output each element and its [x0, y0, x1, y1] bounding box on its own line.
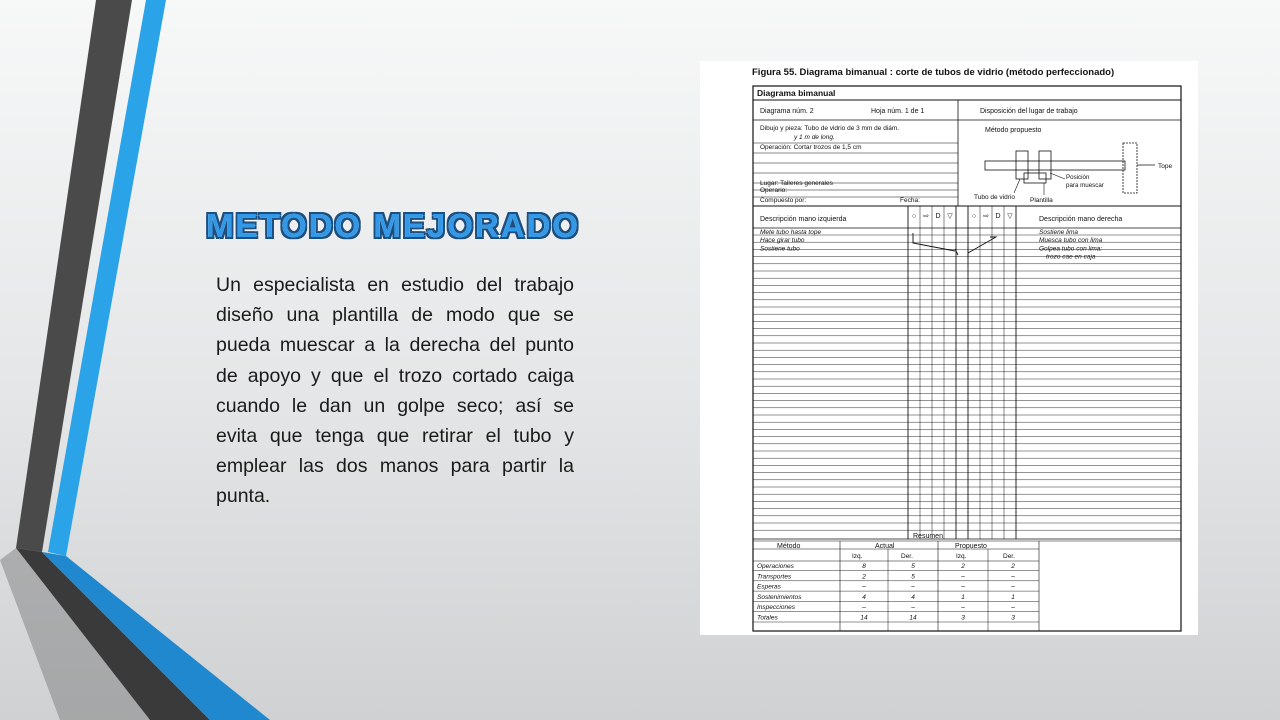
summary-cell: 2 [1011, 563, 1015, 570]
summary-cell: – [961, 583, 965, 591]
summary-cell: – [1011, 583, 1015, 591]
figure-caption: Figura 55. Diagrama bimanual : corte de tubos de vidrio (método perfeccionado) [752, 67, 1115, 78]
left-hand-step: Mete tubo hasta tope [760, 229, 822, 236]
symbol-header: ○ [911, 213, 917, 220]
summary-header-actual-der: Der. [901, 553, 913, 560]
summary-row-label: Operaciones [757, 563, 794, 570]
summary-cell: – [961, 604, 965, 612]
summary-cell: 4 [862, 593, 866, 601]
summary-cell: – [862, 604, 866, 612]
hoja-num: Hoja núm. 1 de 1 [871, 108, 925, 115]
summary-cell: – [911, 604, 915, 612]
right-hand-step: Golpea tubo con lima: [1039, 245, 1103, 253]
figure-document [700, 61, 1198, 635]
slide-paragraph: Un especialista en estudio del trabajo diseño una plantilla de modo que se pueda muescar a la derecha del punto de apoyo y que el trozo cortado caiga cuando le dan un golpe seco; así se evita que tenga que retirar el tubo y emplear las dos manos para partir la punta. [216, 274, 574, 508]
summary-cell: – [961, 573, 965, 581]
symbol-header: ⇨ [983, 213, 989, 220]
right-hand-step: Sostiene lima [1039, 229, 1079, 236]
slide-title: METODO MEJORADO [206, 207, 581, 244]
summary-header-actual-izq: Izq. [852, 553, 863, 560]
desc-izq-header: Descripción mano izquierda [760, 216, 847, 223]
lugar-line: Lugar: Talleres generales [760, 180, 833, 187]
posicion-label-2: para muescar [1066, 182, 1104, 189]
summary-cell: 1 [1011, 593, 1015, 601]
summary-header-propuesto: Propuesto [955, 543, 987, 550]
summary-cell: – [1011, 604, 1015, 612]
summary-header-prop-der: Der. [1003, 553, 1015, 560]
summary-header-actual: Actual [875, 543, 895, 550]
summary-cell: 5 [911, 563, 915, 570]
symbol-header: ○ [971, 213, 977, 220]
symbol-header: ▽ [1007, 213, 1013, 220]
left-hand-step: Sostiene tubo [760, 245, 800, 253]
summary-cell: 4 [911, 593, 915, 601]
bimanual-form [700, 61, 1198, 635]
symbol-headers [912, 213, 1013, 220]
disposicion-label: Disposición del lugar de trabajo [980, 108, 1078, 115]
chart-rows [753, 235, 1181, 530]
dibujo-line1: Dibujo y pieza: Tubo de vidrio de 3 mm de diám. [760, 125, 900, 132]
fecha-line: Fecha: [900, 197, 920, 204]
symbol-header: ▽ [947, 213, 953, 220]
summary-cell: – [862, 583, 866, 591]
summary-cell: 14 [860, 614, 868, 622]
left-hand-entries [760, 229, 821, 252]
summary-header-prop-izq: Izq. [956, 553, 967, 560]
form-title: Diagrama bimanual [757, 88, 836, 98]
summary-table [753, 533, 1181, 631]
summary-row-label: Sostenimientos [757, 593, 802, 601]
right-hand-entries [1039, 229, 1103, 261]
summary-cell: 5 [911, 573, 915, 581]
posicion-label-1: Posición [1066, 174, 1090, 181]
symbol-header: D [995, 213, 1001, 220]
summary-cell: 2 [961, 563, 965, 570]
symbol-header: D [935, 213, 941, 220]
summary-cell: 1 [961, 593, 965, 601]
summary-cell: – [911, 583, 915, 591]
right-hand-step: Muesca tubo con lima [1039, 237, 1103, 245]
diagrama-num: Diagrama núm. 2 [760, 108, 814, 115]
workplace-sketch [974, 127, 1172, 204]
tope-label: Tope [1158, 163, 1173, 170]
symbol-columns [908, 206, 1016, 539]
right-hand-step: trozo cae en caja [1046, 253, 1096, 261]
left-hand-step: Hace girar tubo [760, 237, 805, 245]
plantilla-label: Plantilla [1030, 197, 1053, 204]
summary-header-metodo: Método [777, 543, 801, 550]
tubo-vidrio-label: Tubo de vidrio [974, 194, 1015, 201]
summary-row-label: Inspecciones [757, 604, 795, 612]
dibujo-line2: y 1 m de long. [794, 134, 835, 141]
summary-cell: 2 [862, 573, 866, 581]
symbol-header: ⇨ [923, 213, 929, 220]
resumen-label: Resumen [913, 533, 943, 540]
operario-line: Operario: [760, 187, 788, 194]
summary-cell: 3 [1011, 614, 1015, 622]
summary-row-label: Totales [757, 614, 778, 622]
metodo-propuesto-label: Método propuesto [985, 127, 1042, 134]
summary-cell: 8 [862, 563, 866, 570]
summary-cell: 14 [909, 614, 917, 622]
summary-row-label: Esperas [757, 583, 781, 591]
operacion-line: Operación: Cortar trozos de 1,5 cm [760, 144, 862, 151]
summary-cell: – [1011, 573, 1015, 581]
compuesto-line: Compuesto por: [760, 197, 807, 204]
summary-cell: 3 [961, 614, 965, 622]
desc-der-header: Descripción mano derecha [1039, 216, 1123, 223]
summary-row-label: Transportes [757, 573, 792, 581]
